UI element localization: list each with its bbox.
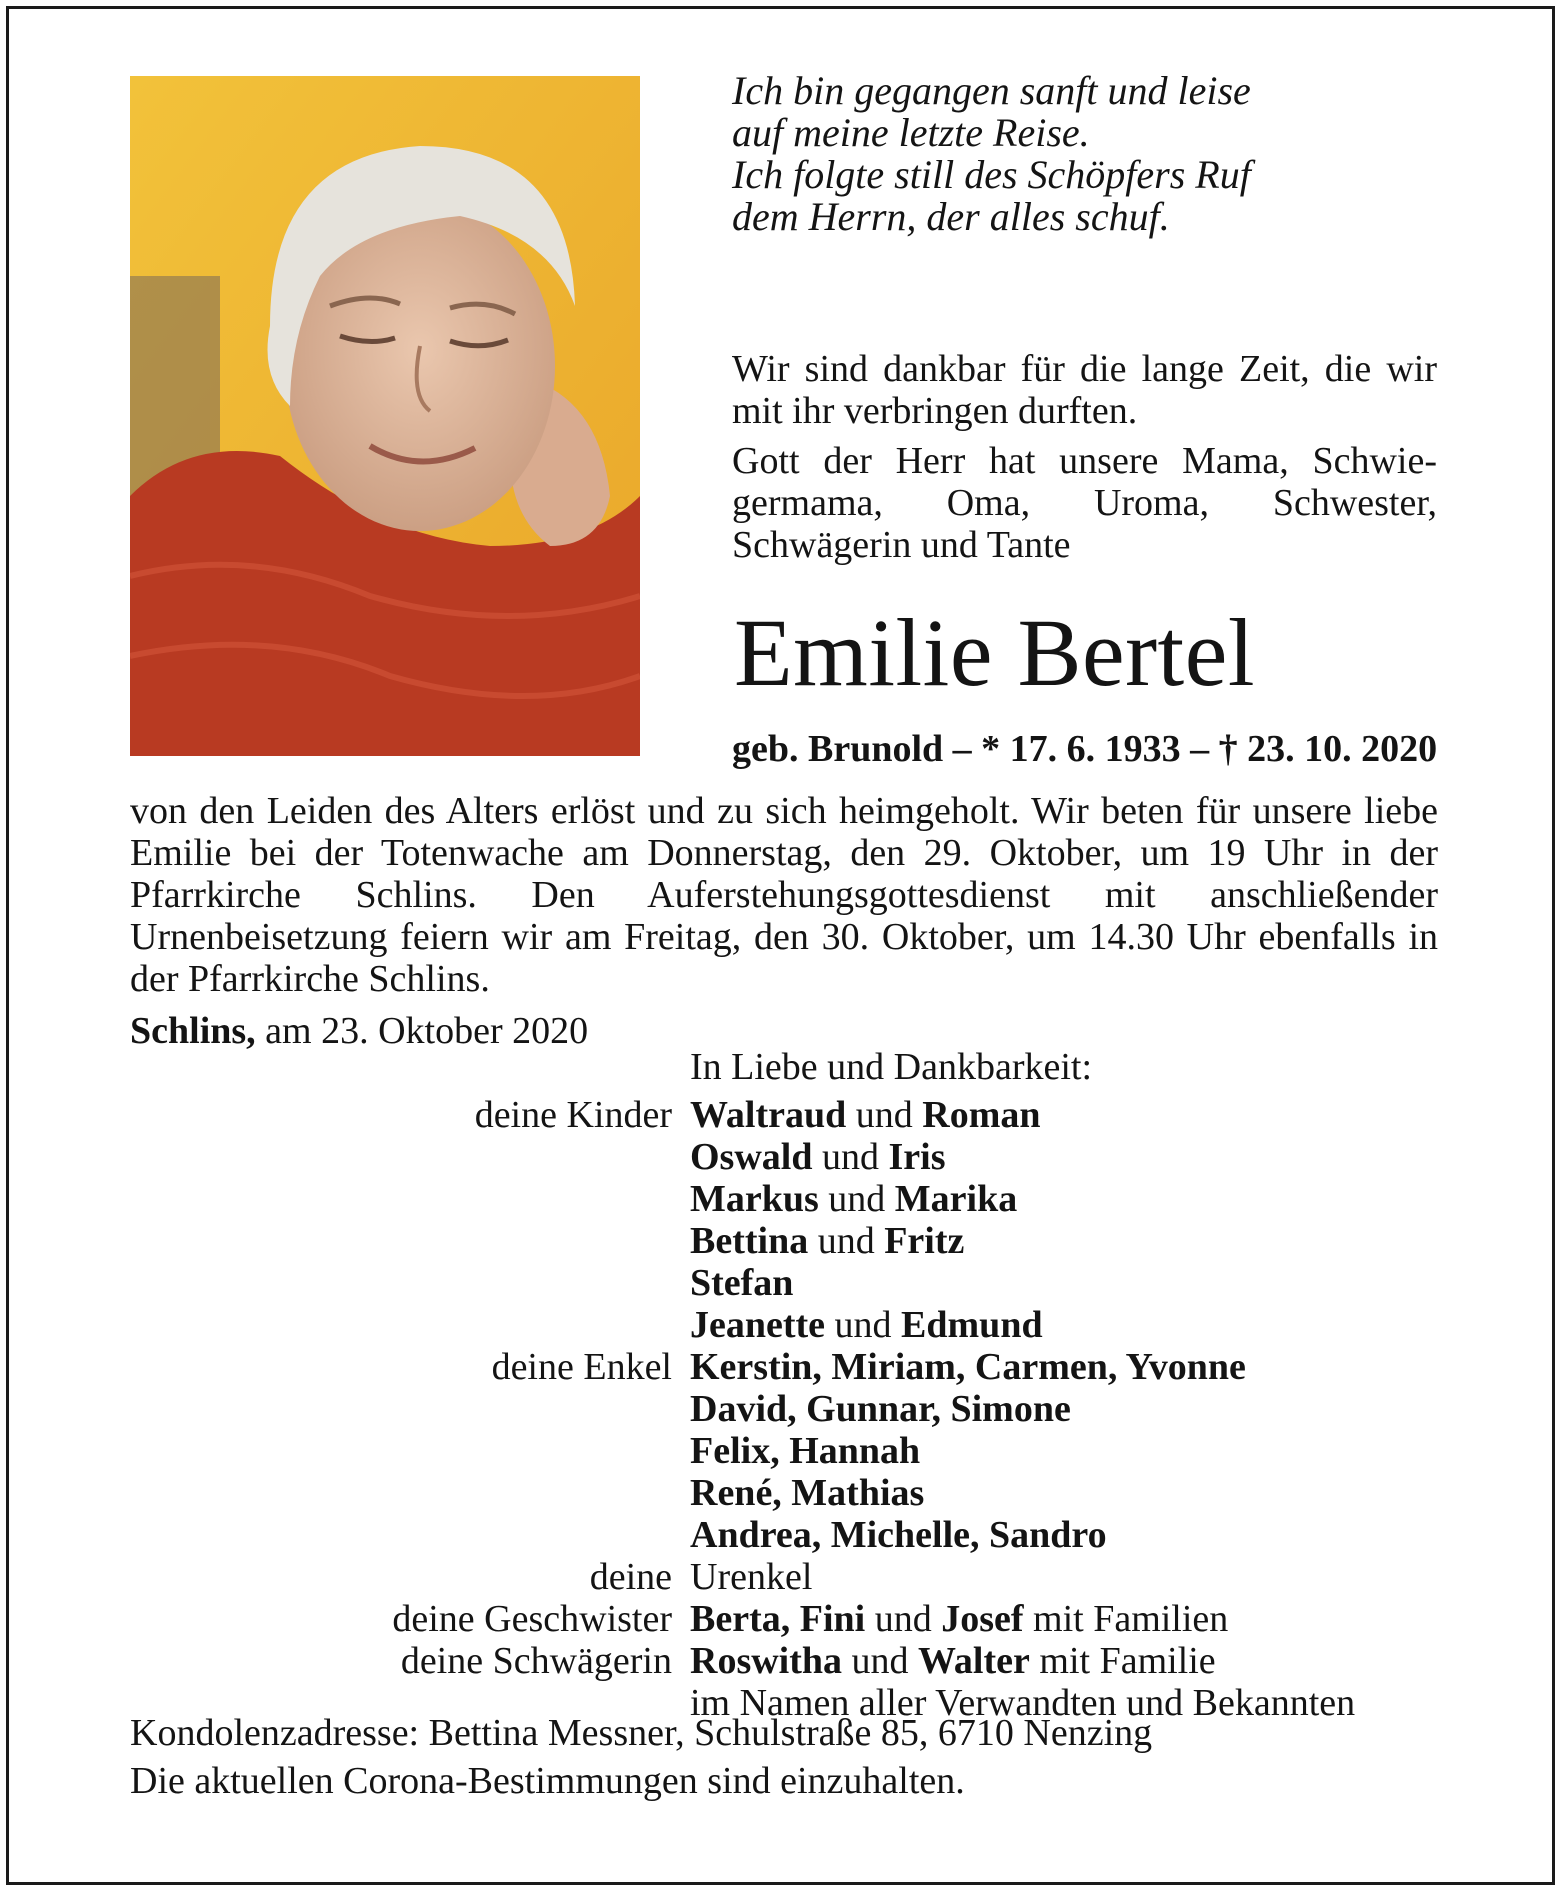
- mourner-row: [130, 1556, 1450, 1598]
- deceased-name: Emilie Bertel: [734, 599, 1255, 706]
- mourner-row: [130, 1304, 1450, 1346]
- connector-text: und: [825, 1304, 902, 1346]
- mourner-names: [690, 1220, 964, 1262]
- connector-text: und: [808, 1220, 885, 1262]
- mourner-name: Walter: [918, 1640, 1030, 1682]
- gratitude-text: Wir sind dankbar für die lange Zeit, die wir mit ihr verbringen durften.: [732, 348, 1437, 432]
- relation-label: deine Kinder: [474, 1094, 672, 1136]
- mourner-names: [690, 1388, 1071, 1430]
- connector-text: und: [818, 1178, 895, 1220]
- closing-line: In Liebe und Dankbarkeit:: [690, 1046, 1093, 1088]
- mourner-row: [130, 1136, 1450, 1178]
- corona-notice: Die aktuellen Corona-Bestimmungen sind einzuhalten.: [130, 1760, 965, 1802]
- mourner-row: [130, 1262, 1450, 1304]
- mourner-name: Bettina: [690, 1220, 809, 1262]
- mourner-name: Fritz: [884, 1220, 965, 1262]
- poem-line: Ich folgte still des Schöpfers Ruf: [732, 152, 1251, 197]
- condolence-address: Kondolenzadresse: Bettina Messner, Schulstraße 85, 6710 Nenzing: [130, 1712, 1153, 1754]
- mourner-names: [690, 1094, 1040, 1136]
- poem: [732, 70, 1292, 238]
- relation-label: [130, 1304, 690, 1346]
- relation-label: [130, 1472, 690, 1514]
- place-date-text: am 23. Oktober 2020: [265, 1010, 589, 1052]
- mourner-name: Iris: [888, 1136, 946, 1178]
- mourner-names: [690, 1304, 1043, 1346]
- portrait-photo: [130, 76, 640, 756]
- poem-line: auf meine letzte Reise.: [732, 110, 1090, 155]
- mourner-name: David, Gunnar, Simone: [690, 1388, 1071, 1430]
- mourner-names: [690, 1430, 920, 1472]
- relation-label: deine Enkel: [491, 1346, 672, 1388]
- announcement-text: Gott der Herr hat unsere Mama, Schwiegermama, Oma, Uroma, Schwester, Schwägerin und Tante: [732, 440, 1437, 566]
- relation-label: [130, 1178, 690, 1220]
- mourner-row: [130, 1388, 1450, 1430]
- relation-label: deine Schwägerin: [400, 1640, 672, 1682]
- birth-death-dates: geb. Brunold – * 17. 6. 1933 – † 23. 10. 2020: [732, 728, 1438, 770]
- mourner-name: Roman: [922, 1094, 1041, 1136]
- relation-label: [130, 1430, 690, 1472]
- relation-label: [130, 1220, 690, 1262]
- connector-text: im Namen aller Verwandten und Bekannten: [690, 1682, 1356, 1724]
- mourner-name: Oswald: [690, 1136, 813, 1178]
- connector-text: mit Familien: [1023, 1598, 1229, 1640]
- mourner-row: [130, 1472, 1450, 1514]
- mourner-name: Edmund: [901, 1304, 1043, 1346]
- mourner-row: [130, 1598, 1450, 1640]
- mourner-row: [130, 1514, 1450, 1556]
- relation-label: [130, 1262, 690, 1304]
- relation-label: deine: [589, 1556, 672, 1598]
- mourner-row: [130, 1220, 1450, 1262]
- connector-text: und: [865, 1598, 942, 1640]
- connector-text: und: [812, 1136, 889, 1178]
- relation-label: [130, 1388, 690, 1430]
- mourner-names: [690, 1598, 1228, 1640]
- mourner-row: [130, 1094, 1450, 1136]
- mourner-names: [690, 1346, 1246, 1388]
- mourner-name: Jeanette: [690, 1304, 826, 1346]
- relation-label: [130, 1136, 690, 1178]
- mourner-row: [130, 1346, 1450, 1388]
- mourner-names: [690, 1178, 1017, 1220]
- mourners-list: [130, 1094, 1450, 1724]
- mourner-name: Andrea, Michelle, Sandro: [690, 1514, 1107, 1556]
- mourner-row: [130, 1178, 1450, 1220]
- connector-text: Urenkel: [690, 1556, 813, 1598]
- mourner-name: Kerstin, Miriam, Carmen, Yvonne: [690, 1346, 1246, 1388]
- place-date: [130, 1010, 588, 1052]
- mourner-name: Josef: [941, 1598, 1024, 1640]
- mourner-names: [690, 1262, 793, 1304]
- mourner-name: Marika: [894, 1178, 1018, 1220]
- connector-text: mit Familie: [1029, 1640, 1216, 1682]
- place-town: Schlins,: [130, 1010, 256, 1052]
- mourner-names: [690, 1136, 945, 1178]
- connector-text: und: [842, 1640, 919, 1682]
- mourner-name: Markus: [690, 1178, 819, 1220]
- mourner-names: [690, 1514, 1107, 1556]
- connector-text: und: [846, 1094, 923, 1136]
- mourner-row: [130, 1430, 1450, 1472]
- mourner-name: Berta, Fini: [690, 1598, 866, 1640]
- mourner-name: Roswitha: [690, 1640, 843, 1682]
- relation-label: deine Geschwister: [392, 1598, 672, 1640]
- service-details: von den Leiden des Alters erlöst und zu sich heimgeholt. Wir beten für unsere liebe Emilie bei der Totenwache am Donnerstag, den 29. Oktober, um 19 Uhr in der Pfarrkirche Schlins. Den Auferstehungsgottesdienst mit anschließender Urnenbeisetzung feiern wir am Freitag, den 30. Oktober, um 14.30 Uhr ebenfalls in der Pfarrkirche Schlins.: [130, 790, 1438, 1000]
- mourner-names: [690, 1472, 924, 1514]
- mourner-name: Waltraud: [690, 1094, 847, 1136]
- mourner-name: Felix, Hannah: [690, 1430, 921, 1472]
- relation-label: [130, 1514, 690, 1556]
- mourner-name: Stefan: [690, 1262, 794, 1304]
- mourner-name: René, Mathias: [690, 1472, 925, 1514]
- mourner-names: [690, 1640, 1216, 1682]
- poem-line: dem Herrn, der alles schuf.: [732, 194, 1170, 239]
- mourner-row: [130, 1640, 1450, 1682]
- poem-line: Ich bin gegangen sanft und leise: [732, 68, 1251, 113]
- mourner-names: [690, 1556, 812, 1598]
